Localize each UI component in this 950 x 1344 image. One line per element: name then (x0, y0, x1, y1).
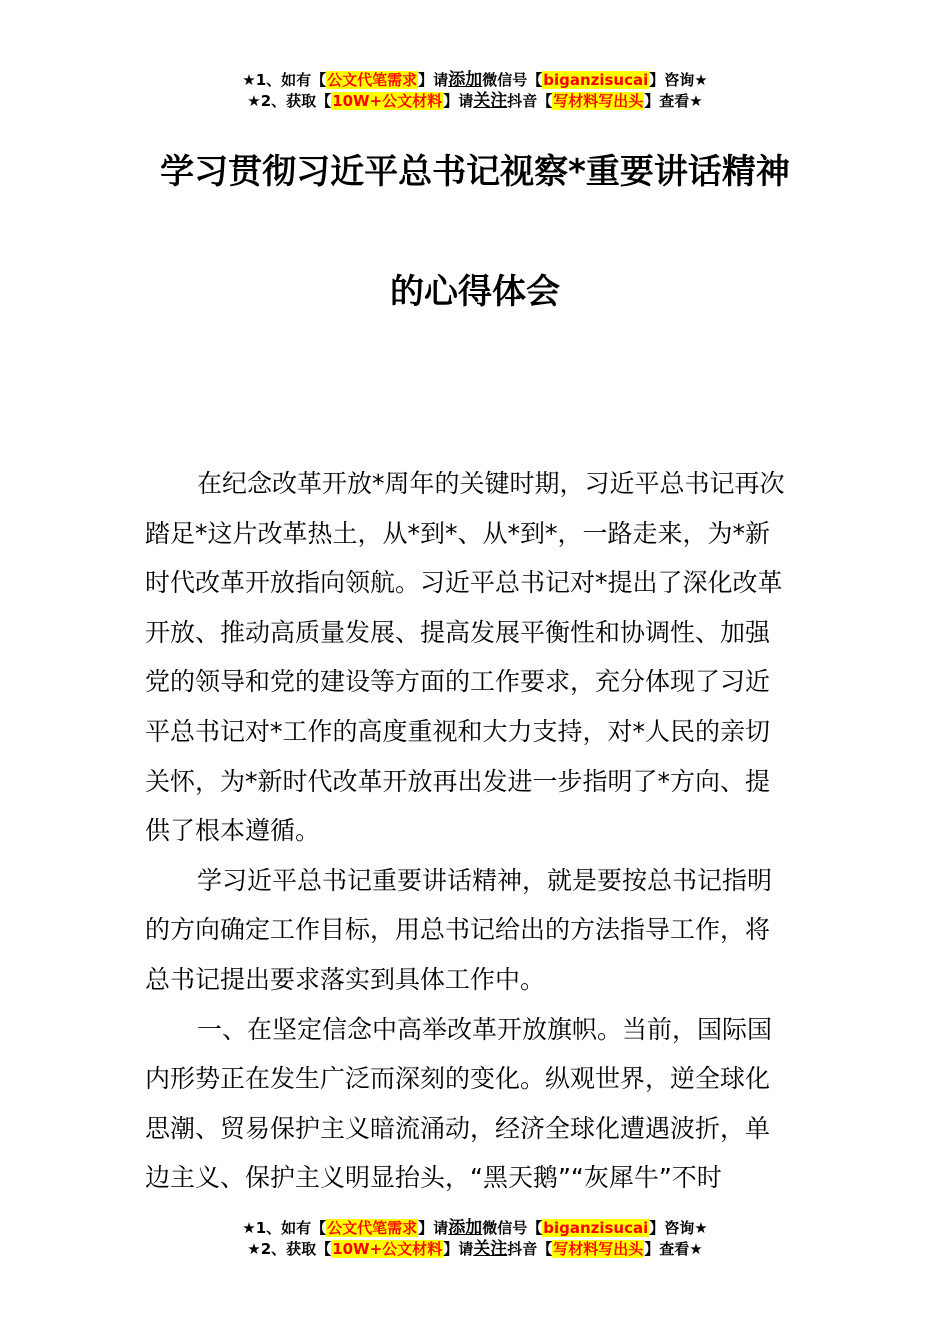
text-line: 开放、推动高质量发展、提高发展平衡性和协调性、加强 (145, 617, 771, 647)
text-line: 踏足*这片改革热土，从*到*、从*到*，一路走来，为*新 (145, 518, 771, 548)
header-banner (0, 70, 950, 112)
banner-line-1: ★1、如有【公文代笔需求】请添加微信号【biganzisucai】咨询★ (242, 70, 708, 90)
banner-highlight: 10W+公文材料 (332, 1240, 443, 1258)
document-title-line-1: 学习贯彻习近平总书记视察*重要讲话精神 (160, 152, 790, 192)
text-line: 党的领导和党的建设等方面的工作要求，充分体现了习近 (145, 667, 771, 697)
text-line: 学习近平总书记重要讲话精神，就是要按总书记指明 (197, 865, 773, 895)
footer-banner (0, 1218, 950, 1260)
text-line: 的方向确定工作目标，用总书记给出的方法指导工作，将 (145, 915, 771, 945)
banner-line-2: ★2、获取【10W+公文材料】请关注抖音【写材料写出头】查看★ (247, 1239, 703, 1259)
text-line: 一、在坚定信念中高举改革开放旗帜。当前，国际国 (197, 1014, 773, 1044)
banner-line-2: ★2、获取【10W+公文材料】请关注抖音【写材料写出头】查看★ (247, 91, 703, 111)
banner-highlight: 公文代笔需求 (327, 71, 418, 89)
banner-douyin-id: 写材料写出头 (553, 92, 644, 110)
banner-wechat-id: biganzisucai (543, 71, 649, 89)
banner-line-1: ★1、如有【公文代笔需求】请添加微信号【biganzisucai】咨询★ (242, 1218, 708, 1238)
text-line: 思潮、贸易保护主义暗流涌动，经济全球化遭遇波折，单 (145, 1113, 771, 1143)
text-line: 总书记提出要求落实到具体工作中。 (145, 964, 546, 994)
paragraph-3 (145, 1005, 810, 1203)
document-title-line-2: 的心得体会 (390, 272, 560, 312)
paragraph-2 (145, 856, 810, 1005)
text-line: 关怀，为*新时代改革开放再出发进一步指明了*方向、提 (145, 766, 771, 796)
text-line: 边主义、保护主义明显抬头，“黑天鹅”“灰犀牛”不时 (145, 1163, 722, 1193)
text-line: 在纪念改革开放*周年的关键时期，习近平总书记再次 (197, 469, 785, 498)
text-line: 时代改革开放指向领航。习近平总书记对*提出了深化改革 (145, 568, 783, 598)
banner-douyin-id: 写材料写出头 (553, 1240, 644, 1258)
text-line: 内形势正在发生广泛而深刻的变化。纵观世界，逆全球化 (145, 1064, 771, 1094)
banner-highlight: 10W+公文材料 (332, 92, 443, 110)
banner-wechat-id: biganzisucai (543, 1219, 649, 1237)
banner-highlight: 公文代笔需求 (327, 1219, 418, 1237)
document-body (145, 459, 810, 1203)
text-line: 平总书记对*工作的高度重视和大力支持，对*人民的亲切 (145, 716, 771, 746)
paragraph-1 (145, 459, 810, 856)
text-line: 供了根本遵循。 (145, 816, 321, 846)
